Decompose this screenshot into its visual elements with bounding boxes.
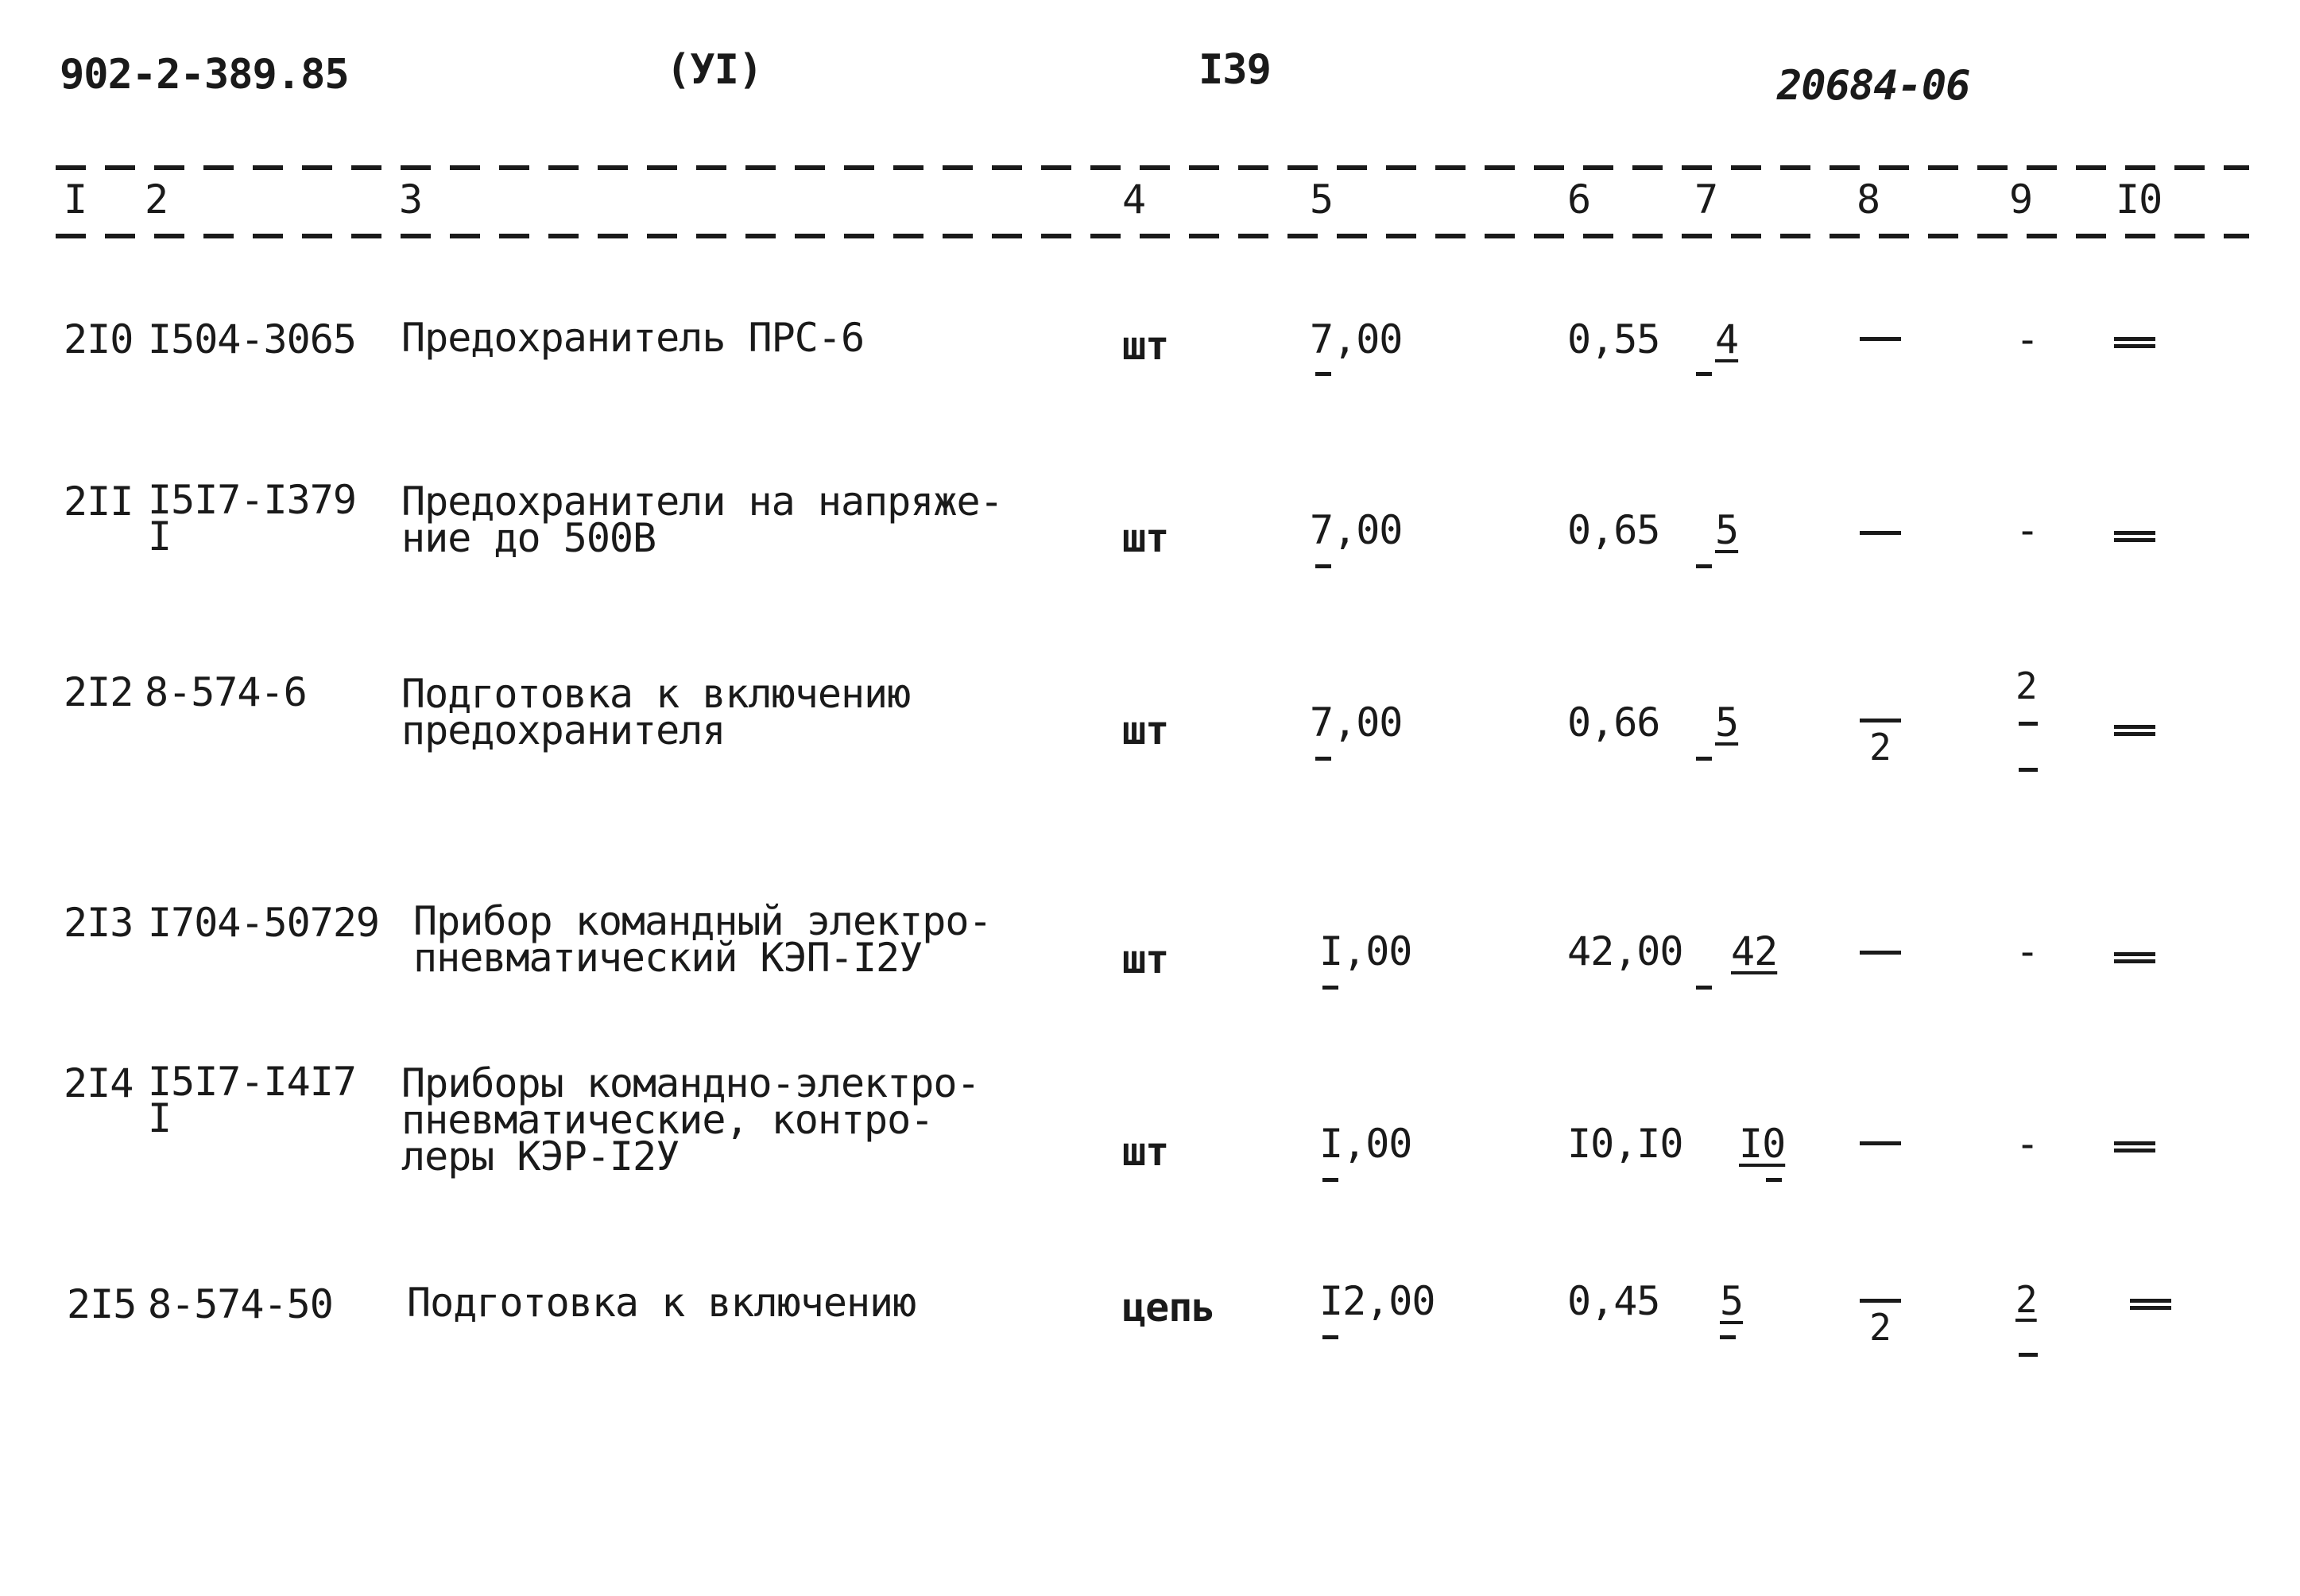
row-name: Предохранитель ПРС-6 [401, 315, 865, 361]
row-col7: 5 [1720, 1278, 1744, 1324]
col8-bottom: 2 [1869, 726, 1891, 769]
row-number: 2II [64, 478, 134, 525]
row-quantity: 7,00 [1310, 699, 1403, 746]
row-col9: - [2015, 507, 2039, 553]
row-quantity: 7,00 [1310, 316, 1403, 362]
col-header-9: 9 [2009, 176, 2033, 223]
row-col9: - [2015, 316, 2039, 362]
row-price: 0,65 [1567, 507, 1660, 553]
col7-mark [1696, 372, 1712, 376]
row-unit: шт [1122, 1129, 1169, 1175]
row-price: 0,66 [1567, 699, 1660, 746]
col10-fraction [2111, 334, 2159, 351]
row-number: 2I2 [64, 669, 134, 715]
col8-fraction [1857, 1138, 1904, 1149]
col-header-7: 7 [1694, 176, 1718, 223]
row-col7: I0 [1739, 1121, 1786, 1167]
row-col7: 5 [1715, 699, 1739, 746]
col7-mark [1696, 564, 1712, 568]
row-code: 8-574-50 [148, 1281, 333, 1327]
quantity-mark [1315, 564, 1331, 568]
row-code: I5I7-I4I7 I [148, 1059, 356, 1141]
header-bottom-rule [56, 234, 2249, 238]
quantity-mark [1315, 757, 1331, 761]
row-quantity: I,00 [1319, 1121, 1412, 1167]
row-col7: 42 [1731, 928, 1778, 974]
col10-fraction [2111, 722, 2159, 739]
row-number: 2I3 [64, 900, 134, 946]
col-header-5: 5 [1310, 176, 1334, 223]
col-header-4: 4 [1122, 176, 1146, 223]
page-number: I39 [1198, 46, 1271, 94]
row-quantity: I2,00 [1319, 1278, 1435, 1324]
col7-mark [1766, 1178, 1782, 1182]
row-col7: 5 [1715, 507, 1739, 553]
row-unit: шт [1122, 515, 1169, 561]
row-price: 0,45 [1567, 1278, 1660, 1324]
row-code: I704-50729 [148, 900, 380, 946]
col8-fraction [1857, 528, 1904, 538]
col9-mark [2019, 768, 2038, 772]
row-number: 2I4 [64, 1060, 134, 1106]
row-name: Приборы командно-электро- пневматические, контро- леры КЭР-I2У [401, 1060, 980, 1180]
col10-fraction [2111, 949, 2159, 967]
col-header-8: 8 [1857, 176, 1880, 223]
row-col9: 2 [2015, 1278, 2037, 1321]
row-name: Предохранители на напряже- ние до 500В [401, 478, 1003, 561]
quantity-mark [1322, 1178, 1338, 1182]
row-name: Прибор командный электро- пневматический КЭП-I2У [413, 898, 992, 981]
row-price: I0,I0 [1567, 1121, 1683, 1167]
col-header-6: 6 [1567, 176, 1591, 223]
row-code: I504-3065 [148, 316, 356, 362]
section-number: (УI) [666, 46, 763, 94]
row-number: 2I5 [67, 1281, 137, 1327]
row-col9: 2 [2015, 664, 2037, 707]
row-quantity: 7,00 [1310, 507, 1403, 553]
row-name: Подготовка к включению [407, 1280, 916, 1326]
col8-fraction [1857, 715, 1904, 769]
quantity-mark [1315, 372, 1331, 376]
col8-fraction [1857, 947, 1904, 958]
col-header-2: 2 [145, 176, 168, 223]
quantity-mark [1322, 1335, 1338, 1339]
row-unit: шт [1122, 707, 1169, 753]
row-quantity: I,00 [1319, 928, 1412, 974]
row-col7: 4 [1715, 316, 1739, 362]
document-number: 20684-06 [1777, 62, 1970, 110]
col9-mark [2019, 722, 2038, 726]
col10-fraction [2111, 1138, 2159, 1156]
row-unit: цепь [1122, 1284, 1215, 1331]
col10-fraction [2111, 528, 2159, 545]
col9-mark [2019, 1353, 2038, 1357]
col7-mark [1696, 986, 1712, 990]
row-col9: - [2015, 928, 2039, 974]
row-unit: шт [1122, 323, 1169, 369]
col8-fraction [1857, 334, 1904, 344]
col8-bottom: 2 [1869, 1306, 1891, 1349]
col-header-1: I [64, 176, 87, 223]
col7-mark [1720, 1335, 1736, 1339]
col10-fraction [2127, 1296, 2174, 1313]
row-code: I5I7-I379 I [148, 477, 356, 560]
quantity-mark [1322, 986, 1338, 990]
row-number: 2I0 [64, 316, 134, 362]
col7-mark [1696, 757, 1712, 761]
row-price: 42,00 [1567, 928, 1683, 974]
row-col9: - [2015, 1121, 2039, 1167]
col-header-10: I0 [2116, 176, 2163, 223]
row-unit: шт [1122, 936, 1169, 982]
row-code: 8-574-6 [145, 669, 307, 715]
row-name: Подготовка к включению предохранителя [401, 671, 911, 753]
document-code: 902-2-389.85 [60, 51, 349, 99]
col-header-3: 3 [399, 176, 423, 223]
row-price: 0,55 [1567, 316, 1660, 362]
header-top-rule [56, 165, 2249, 170]
col8-fraction [1857, 1296, 1904, 1349]
